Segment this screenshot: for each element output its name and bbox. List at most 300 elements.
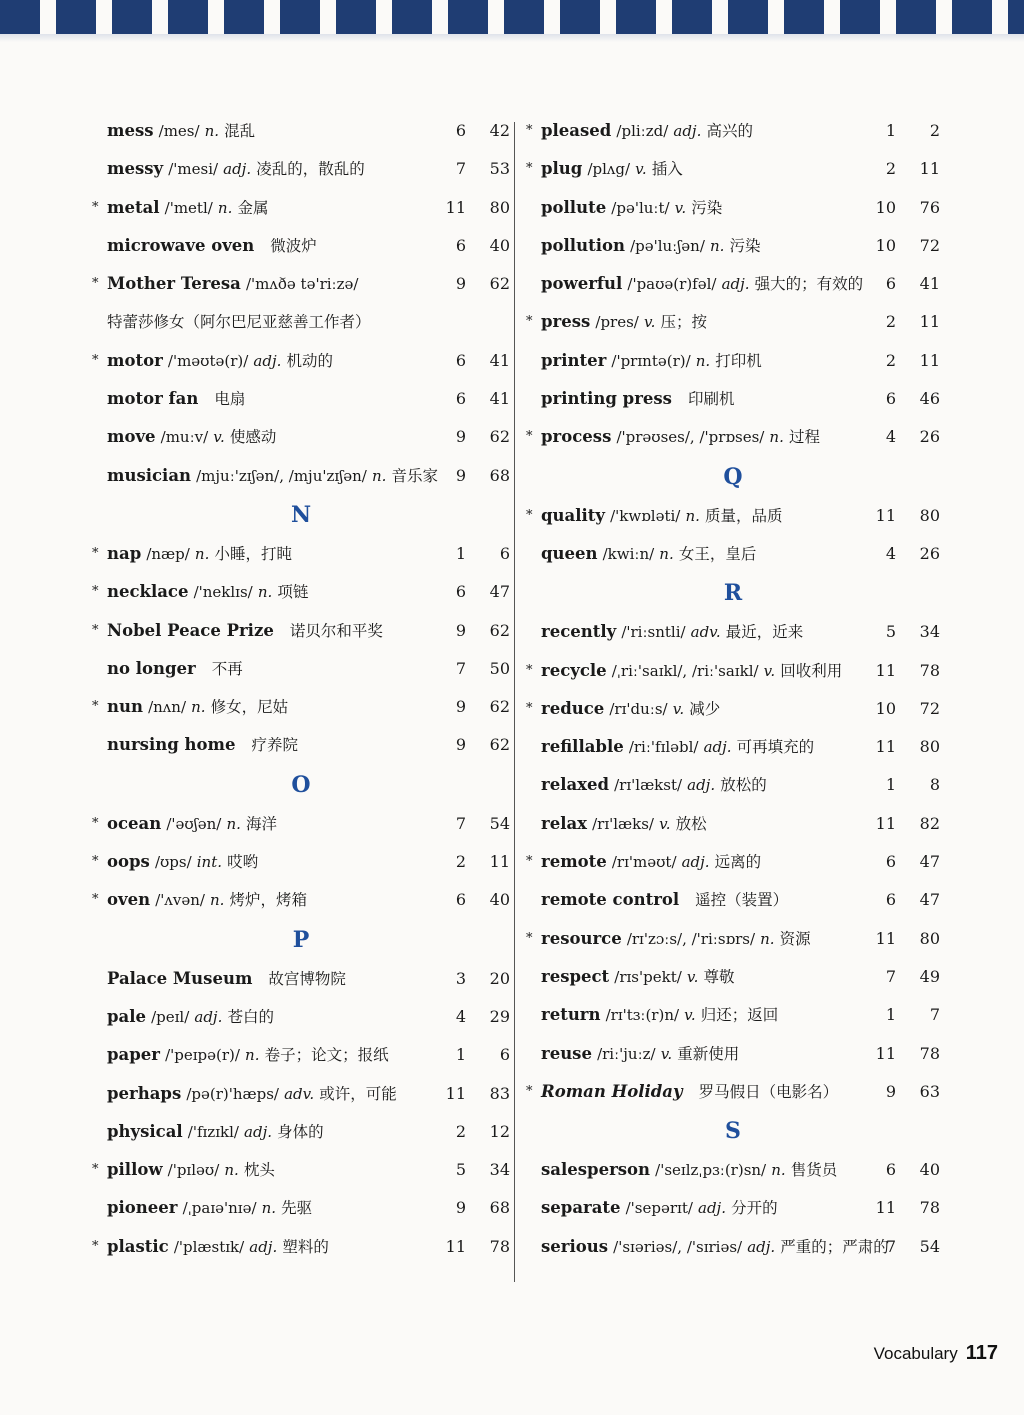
unit-number: 7	[455, 813, 466, 833]
definition: 塑料的	[282, 1237, 329, 1256]
page-footer	[874, 1342, 998, 1365]
part-of-speech: n.	[257, 583, 273, 602]
headword: powerful	[541, 274, 623, 294]
headword: microwave oven	[107, 235, 255, 255]
unit-number: 11	[875, 813, 896, 833]
entry-body	[541, 996, 778, 1034]
headword: messy	[107, 159, 164, 179]
part-of-speech: n.	[194, 544, 210, 563]
vocab-entry	[92, 1113, 510, 1151]
page-number: 78	[489, 1236, 510, 1256]
page-number: 11	[919, 350, 940, 370]
entry-body	[107, 265, 358, 303]
headword: musician	[107, 465, 192, 485]
vocab-entry	[526, 690, 940, 728]
definition: 枕头	[243, 1161, 275, 1180]
pronunciation: /rɪ'lækst/	[614, 776, 683, 795]
page-number: 62	[489, 274, 510, 294]
entry-body	[107, 805, 277, 843]
part-of-speech: v.	[635, 160, 647, 179]
entry-body	[541, 1189, 778, 1227]
page-number: 83	[489, 1083, 510, 1103]
vocab-entry	[526, 881, 940, 919]
pronunciation: /pə'luːt/	[611, 198, 670, 217]
page-number: 20	[489, 968, 510, 988]
entry-body	[107, 227, 317, 265]
page-number: 34	[489, 1160, 510, 1180]
headword: paper	[107, 1045, 160, 1065]
part-of-speech: n.	[710, 236, 725, 255]
vocab-entry	[92, 342, 510, 380]
page-number: 78	[919, 660, 940, 680]
vocab-entry	[526, 535, 940, 573]
pronunciation: /pə'luːʃən/	[630, 236, 705, 255]
section-letter: S	[725, 1118, 741, 1145]
part-of-speech: adj.	[194, 1007, 223, 1026]
part-of-speech: n.	[217, 198, 233, 217]
star-marker: *	[526, 700, 533, 716]
pronunciation: /'kwɒləti/	[610, 506, 681, 525]
part-of-speech: n.	[245, 1046, 260, 1065]
definition: 远离的	[714, 853, 762, 872]
definition: 机动的	[286, 351, 333, 370]
part-of-speech: adj.	[244, 1122, 273, 1141]
pronunciation: /mes/	[158, 122, 200, 140]
page-number: 82	[919, 813, 940, 833]
entry-body	[541, 189, 722, 227]
vocab-entry	[92, 573, 510, 611]
page-number: 46	[919, 389, 940, 409]
page-number: 8	[929, 775, 940, 795]
headword: queen	[541, 543, 598, 563]
entry-body	[541, 265, 863, 303]
vocab-entry	[526, 112, 940, 150]
vocab-entry	[526, 150, 940, 188]
entry-body	[541, 1228, 889, 1266]
definition: 项链	[277, 583, 309, 602]
pronunciation: /kwiːn/	[602, 544, 655, 563]
unit-number: 1	[455, 1045, 466, 1065]
star-marker: *	[92, 892, 99, 908]
headword: pollution	[541, 235, 625, 255]
part-of-speech: n.	[695, 351, 711, 370]
definition: 遥控（装置）	[695, 891, 789, 910]
part-of-speech: n.	[771, 1161, 786, 1180]
star-marker: *	[526, 930, 533, 946]
definition: 污染	[691, 198, 723, 217]
footer-page-number: 117	[965, 1342, 998, 1364]
entry-body	[541, 112, 753, 150]
vocab-entry	[92, 688, 510, 726]
star-marker: *	[92, 199, 99, 215]
definition: 插入	[651, 160, 683, 179]
headword: mess	[107, 121, 154, 140]
unit-number: 3	[455, 968, 466, 988]
unit-number: 7	[885, 966, 896, 986]
page-number: 47	[919, 890, 940, 910]
entry-body	[541, 303, 707, 341]
part-of-speech: n.	[760, 929, 775, 948]
pronunciation: /'sɪəriəs/, /'sɪriəs/	[613, 1237, 743, 1256]
pronunciation: /pliːzd/	[616, 122, 669, 140]
definition: 诺贝尔和平奖	[289, 621, 383, 640]
unit-number: 11	[875, 660, 896, 680]
vocab-entry	[526, 652, 940, 690]
part-of-speech: adv.	[690, 623, 721, 642]
star-marker: *	[92, 815, 99, 831]
entry-body	[107, 1075, 397, 1113]
definition: 哎哟	[227, 853, 259, 872]
vocab-entry	[92, 960, 510, 998]
entry-body	[107, 998, 274, 1036]
part-of-speech: v.	[763, 661, 776, 680]
vocab-entry	[92, 189, 510, 227]
part-of-speech: v.	[684, 1006, 696, 1025]
part-of-speech: v.	[672, 699, 685, 718]
unit-number: 9	[455, 427, 466, 447]
star-marker: *	[526, 507, 533, 523]
entry-body	[107, 1189, 312, 1227]
unit-number: 1	[885, 775, 896, 795]
pronunciation: /nʌn/	[148, 698, 186, 717]
page-number: 62	[489, 620, 510, 640]
star-marker: *	[526, 161, 533, 177]
vocab-entry	[92, 612, 510, 650]
headword: Mother Teresa	[107, 274, 241, 294]
entry-body	[107, 457, 438, 495]
vocabulary-column-right	[526, 112, 940, 1292]
star-marker: *	[526, 314, 533, 330]
unit-number: 11	[445, 1236, 466, 1256]
pronunciation: /rɪ'tɜː(r)n/	[605, 1006, 680, 1025]
unit-number: 9	[455, 1198, 466, 1218]
definition: 音乐家	[391, 466, 438, 485]
page-number: 47	[919, 852, 940, 872]
unit-number: 4	[885, 543, 896, 563]
unit-number: 6	[885, 1160, 896, 1180]
star-marker: *	[92, 1238, 99, 1254]
vocab-entry	[526, 227, 940, 265]
definition: 减少	[689, 699, 721, 718]
unit-number: 2	[455, 1121, 466, 1141]
headword: recently	[541, 622, 617, 642]
vocab-entry	[526, 958, 940, 996]
unit-number: 9	[455, 735, 466, 755]
headword: process	[541, 427, 612, 447]
vocab-entry	[526, 1228, 940, 1266]
page-number: 2	[929, 121, 940, 140]
definition: 不再	[211, 659, 243, 678]
vocab-entry	[526, 843, 940, 881]
unit-number: 6	[885, 274, 896, 294]
pronunciation: /'ʌvən/	[155, 891, 205, 910]
pronunciation: /ʊps/	[154, 853, 192, 872]
vocab-entry	[526, 418, 940, 456]
definition: 尊敬	[703, 967, 735, 986]
entry-body	[107, 881, 307, 919]
page-number: 40	[489, 235, 510, 255]
entry-body	[107, 189, 268, 227]
headword: reduce	[541, 698, 605, 718]
headword: no longer	[107, 658, 196, 678]
pronunciation: /'mʌðə tə'riːzə/	[245, 275, 359, 294]
pronunciation: /muːv/	[160, 428, 209, 447]
pronunciation: /'məʊtə(r)/	[167, 351, 249, 370]
part-of-speech: adj.	[673, 122, 702, 140]
headword: respect	[541, 966, 610, 986]
unit-number: 1	[455, 543, 466, 563]
unit-number: 2	[455, 852, 466, 872]
unit-number: 7	[885, 1236, 896, 1256]
headword: pioneer	[107, 1198, 178, 1218]
headword: resource	[541, 928, 622, 948]
definition: 故宫博物院	[268, 969, 346, 988]
unit-number: 6	[455, 121, 466, 140]
section-letter: R	[723, 580, 743, 607]
vocab-entry	[526, 1035, 940, 1073]
page-number: 26	[919, 543, 940, 563]
star-marker: *	[92, 622, 99, 638]
definition: 回收利用	[780, 661, 843, 680]
unit-number: 2	[885, 159, 896, 179]
vocab-entry	[526, 342, 940, 380]
definition: 放松	[675, 814, 707, 833]
unit-number: 9	[455, 274, 466, 294]
definition: 过程	[788, 428, 820, 447]
unit-number: 7	[455, 658, 466, 678]
headword: oven	[107, 890, 151, 910]
definition: 金属	[237, 198, 269, 217]
definition: 污染	[729, 236, 761, 255]
unit-number: 6	[885, 852, 896, 872]
part-of-speech: n.	[685, 506, 700, 525]
headword: physical	[107, 1121, 183, 1141]
unit-number: 6	[885, 389, 896, 409]
unit-number: 6	[455, 235, 466, 255]
unit-number: 11	[445, 197, 466, 217]
definition: 或许，可能	[319, 1084, 397, 1103]
unit-number: 9	[455, 465, 466, 485]
vocab-entry	[526, 920, 940, 958]
definition: 身体的	[277, 1122, 324, 1141]
entry-body	[541, 1035, 739, 1073]
pronunciation: /mjuː'zɪʃən/, /mju'zɪʃən/	[196, 466, 367, 485]
entry-body	[107, 1151, 275, 1189]
section-letter: O	[291, 771, 311, 798]
entry-body	[541, 766, 767, 804]
entry-body	[107, 150, 365, 188]
headword: press	[541, 312, 591, 332]
definition: 重新使用	[677, 1044, 740, 1063]
entry-body	[541, 881, 788, 919]
definition: 印刷机	[687, 390, 735, 409]
vocab-entry	[92, 1228, 510, 1266]
headword: pale	[107, 1006, 146, 1026]
page-number: 34	[919, 622, 940, 642]
unit-number: 11	[875, 1198, 896, 1218]
definition: 归还；返回	[700, 1006, 779, 1025]
part-of-speech: adv.	[284, 1084, 315, 1103]
unit-number: 6	[455, 350, 466, 370]
headword: relaxed	[541, 775, 610, 795]
binding-shadow	[0, 34, 1024, 42]
star-marker: *	[92, 545, 99, 561]
definition: 先驱	[281, 1199, 313, 1218]
headword: nun	[107, 697, 143, 717]
star-marker: *	[92, 276, 99, 292]
unit-number: 10	[875, 235, 896, 255]
entry-body	[541, 728, 814, 766]
column-divider	[514, 122, 515, 1282]
page-number: 47	[489, 582, 510, 602]
pronunciation: /'pɪləʊ/	[167, 1161, 220, 1180]
unit-number: 4	[885, 427, 896, 447]
unit-number: 11	[875, 1043, 896, 1063]
headword: necklace	[107, 582, 189, 602]
headword: plastic	[107, 1236, 169, 1256]
definition: 混乱	[224, 122, 256, 140]
entry-body	[541, 613, 803, 651]
headword: relax	[541, 813, 587, 833]
vocab-entry	[526, 497, 940, 535]
entry-body	[107, 342, 333, 380]
part-of-speech: n.	[224, 1161, 239, 1180]
definition: 小睡，打盹	[214, 544, 292, 563]
vocab-entry	[526, 189, 940, 227]
pronunciation: /'riːsntli/	[621, 623, 686, 642]
definition: 烤炉，烤箱	[229, 891, 308, 910]
definition: 强大的；有效的	[754, 275, 864, 294]
part-of-speech: adj.	[687, 776, 716, 795]
pronunciation: /'neklɪs/	[193, 583, 253, 602]
vocab-entry	[526, 380, 940, 418]
page-number: 6	[499, 543, 510, 563]
definition: 售货员	[790, 1161, 838, 1180]
vocab-entry	[526, 996, 940, 1034]
headword: motor fan	[107, 389, 199, 409]
part-of-speech: v.	[659, 814, 671, 833]
headword: salesperson	[541, 1160, 651, 1180]
part-of-speech: adj.	[249, 1237, 278, 1256]
vocab-entry	[526, 1073, 940, 1111]
spiral-binding-edge	[0, 0, 1024, 34]
pronunciation: /'peɪpə(r)/	[165, 1046, 240, 1065]
page-number: 78	[919, 1043, 940, 1063]
part-of-speech: v.	[686, 967, 699, 986]
headword: recycle	[541, 660, 607, 680]
footer-section-label: Vocabulary	[873, 1344, 958, 1363]
entry-body	[107, 726, 298, 764]
pronunciation: /rɪ'zɔːs/, /'riːsɒrs/	[626, 929, 756, 948]
headword: printing press	[541, 389, 672, 409]
unit-number: 6	[455, 389, 466, 409]
pronunciation: /ˌpaɪə'nɪə/	[182, 1199, 257, 1218]
page-number: 6	[499, 1045, 510, 1065]
unit-number: 11	[875, 737, 896, 757]
pronunciation: /'paʊə(r)fəl/	[627, 275, 717, 294]
page-number: 80	[919, 737, 940, 757]
definition: 苍白的	[227, 1007, 274, 1026]
definition: 压；按	[660, 313, 708, 332]
part-of-speech: v.	[643, 313, 656, 332]
page-number: 54	[919, 1236, 940, 1256]
entry-body	[107, 688, 288, 726]
star-marker: *	[92, 584, 99, 600]
definition: 可再填充的	[736, 738, 815, 757]
section-letter: N	[290, 501, 312, 528]
page-number: 80	[919, 928, 940, 948]
part-of-speech: adj.	[698, 1199, 726, 1218]
definition: 打印机	[715, 351, 762, 370]
page-number: 80	[489, 197, 510, 217]
page-number: 62	[489, 735, 510, 755]
headword: ocean	[107, 813, 162, 833]
vocab-entry	[92, 1189, 510, 1227]
headword: return	[541, 1005, 601, 1025]
entry-body	[541, 535, 756, 573]
headword: remote	[541, 852, 607, 872]
unit-number: 11	[875, 928, 896, 948]
vocab-entry	[92, 1151, 510, 1189]
definition: 高兴的	[706, 122, 753, 140]
definition: 分开的	[731, 1199, 778, 1218]
entry-body	[541, 1073, 838, 1111]
definition: 资源	[779, 929, 811, 948]
unit-number: 10	[875, 698, 896, 718]
page-number: 50	[489, 658, 510, 678]
unit-number: 11	[445, 1083, 466, 1103]
part-of-speech: adj.	[721, 275, 750, 294]
page-number: 11	[919, 312, 940, 332]
entry-body	[541, 150, 683, 188]
page-number: 7	[929, 1005, 940, 1025]
unit-number: 5	[455, 1160, 466, 1180]
headword: pillow	[107, 1160, 163, 1180]
part-of-speech: adj.	[747, 1237, 776, 1256]
pronunciation: /pres/	[595, 313, 639, 332]
section-letter: P	[292, 926, 310, 953]
entry-body	[541, 958, 734, 996]
page-number: 29	[489, 1006, 510, 1026]
entry-body	[107, 1228, 329, 1266]
vocab-entry	[526, 303, 940, 341]
entry-body	[541, 843, 761, 881]
page-number: 41	[489, 389, 510, 409]
pronunciation: /rɪ'məʊt/	[611, 853, 677, 872]
page-number: 68	[489, 1198, 510, 1218]
page-number: 78	[919, 1198, 940, 1218]
star-marker: *	[526, 429, 533, 445]
page-number: 72	[919, 235, 940, 255]
unit-number: 9	[885, 1081, 896, 1101]
vocab-entry	[92, 998, 510, 1036]
unit-number: 10	[875, 197, 896, 217]
definition: 修女，尼姑	[210, 698, 289, 717]
headword: plug	[541, 159, 583, 179]
part-of-speech: v.	[660, 1044, 673, 1063]
headword: motor	[107, 350, 163, 370]
entry-body	[541, 342, 762, 380]
unit-number: 6	[885, 890, 896, 910]
vocab-entry	[92, 1036, 510, 1074]
headword: nap	[107, 543, 142, 563]
page-number: 80	[919, 505, 940, 525]
definition: 卷子；论文；报纸	[264, 1046, 389, 1065]
headword: move	[107, 427, 156, 447]
entry-body	[107, 573, 308, 611]
part-of-speech: n.	[191, 698, 206, 717]
page-number: 41	[919, 274, 940, 294]
